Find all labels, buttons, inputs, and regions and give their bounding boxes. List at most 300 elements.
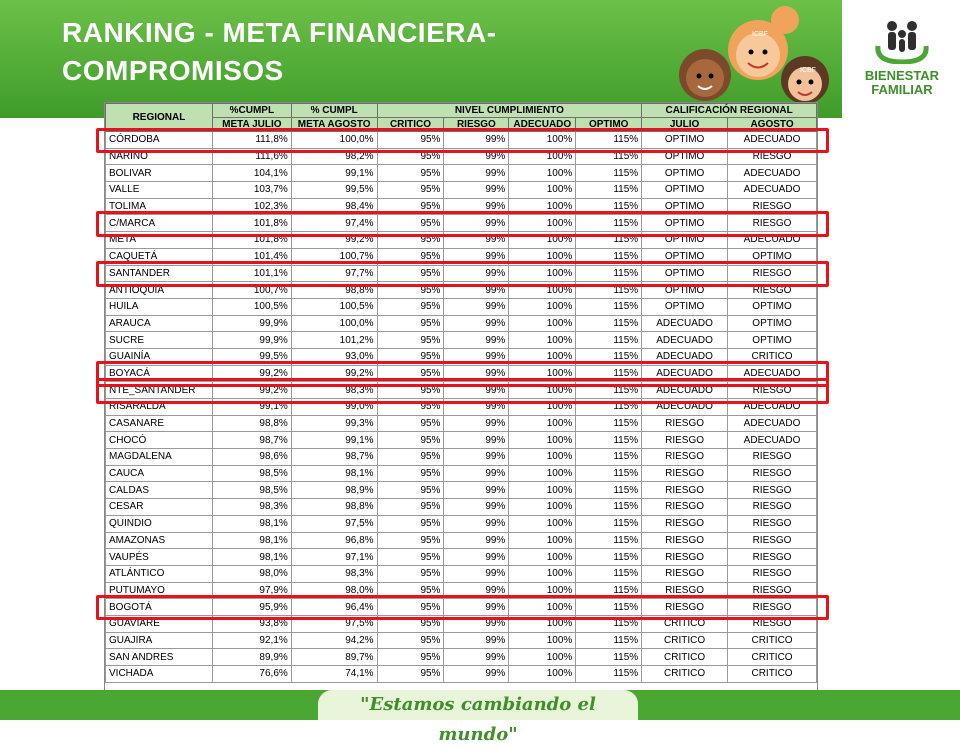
cell-calif-julio: ADECUADO: [642, 382, 728, 399]
footer-slogan: "Estamos cambiando el mundo": [318, 690, 638, 720]
cell-adecuado: 100%: [509, 549, 576, 566]
cell-regional: NTE_SANTANDER: [106, 382, 213, 399]
cell-regional: QUINDIO: [106, 515, 213, 532]
cell-calif-julio: RIESGO: [642, 582, 728, 599]
cell-cumpl-julio: 99,5%: [212, 348, 291, 365]
cell-riesgo: 99%: [444, 399, 509, 416]
cell-adecuado: 100%: [509, 532, 576, 549]
cell-calif-agosto: ADECUADO: [728, 365, 817, 382]
cell-riesgo: 99%: [444, 215, 509, 232]
cell-cumpl-julio: 99,1%: [212, 399, 291, 416]
cell-critico: 95%: [377, 282, 444, 299]
cell-calif-agosto: CRITICO: [728, 649, 817, 666]
cell-cumpl-julio: 98,6%: [212, 449, 291, 466]
cell-adecuado: 100%: [509, 332, 576, 349]
cell-cumpl-julio: 76,6%: [212, 666, 291, 683]
cell-cumpl-julio: 101,4%: [212, 248, 291, 265]
cell-optimo: 115%: [576, 315, 642, 332]
cell-cumpl-agosto: 99,1%: [291, 165, 377, 182]
cell-cumpl-julio: 92,1%: [212, 632, 291, 649]
cell-cumpl-agosto: 96,4%: [291, 599, 377, 616]
cell-calif-julio: CRITICO: [642, 632, 728, 649]
table-row: [106, 265, 817, 282]
table-row: [106, 666, 817, 683]
cell-regional: HUILA: [106, 298, 213, 315]
cell-cumpl-agosto: 98,4%: [291, 198, 377, 215]
col-cumpl-julio-top: %CUMPL: [212, 104, 291, 118]
table-row: [106, 649, 817, 666]
cell-calif-agosto: RIESGO: [728, 615, 817, 632]
cell-riesgo: 99%: [444, 449, 509, 466]
cell-cumpl-julio: 99,9%: [212, 332, 291, 349]
table-row: [106, 365, 817, 382]
cell-regional: GUAVIARE: [106, 615, 213, 632]
cell-calif-julio: RIESGO: [642, 549, 728, 566]
cell-cumpl-agosto: 100,0%: [291, 315, 377, 332]
cell-optimo: 115%: [576, 382, 642, 399]
cell-cumpl-julio: 89,9%: [212, 649, 291, 666]
cell-critico: 95%: [377, 582, 444, 599]
cell-regional: GUAINÍA: [106, 348, 213, 365]
cell-cumpl-julio: 98,1%: [212, 515, 291, 532]
cell-critico: 95%: [377, 348, 444, 365]
cell-riesgo: 99%: [444, 666, 509, 683]
cell-critico: 95%: [377, 165, 444, 182]
cell-optimo: 115%: [576, 465, 642, 482]
cell-cumpl-julio: 104,1%: [212, 165, 291, 182]
cell-calif-julio: RIESGO: [642, 449, 728, 466]
cell-riesgo: 99%: [444, 248, 509, 265]
cell-cumpl-agosto: 100,0%: [291, 132, 377, 149]
table-body: [106, 132, 817, 683]
cell-optimo: 115%: [576, 232, 642, 249]
cell-cumpl-julio: 98,7%: [212, 432, 291, 449]
cell-cumpl-agosto: 94,2%: [291, 632, 377, 649]
cell-regional: VICHADA: [106, 666, 213, 683]
cell-calif-agosto: ADECUADO: [728, 415, 817, 432]
cell-cumpl-agosto: 98,0%: [291, 582, 377, 599]
cell-regional: AMAZONAS: [106, 532, 213, 549]
cell-calif-agosto: RIESGO: [728, 282, 817, 299]
cell-regional: VALLE: [106, 182, 213, 199]
cell-riesgo: 99%: [444, 132, 509, 149]
cell-riesgo: 99%: [444, 499, 509, 516]
cell-critico: 95%: [377, 499, 444, 516]
header-row-1: [106, 104, 817, 118]
table-row: [106, 532, 817, 549]
cell-calif-julio: ADECUADO: [642, 315, 728, 332]
cell-cumpl-agosto: 98,7%: [291, 449, 377, 466]
cell-regional: CÓRDOBA: [106, 132, 213, 149]
cell-riesgo: 99%: [444, 465, 509, 482]
cell-cumpl-julio: 98,3%: [212, 499, 291, 516]
table-row: [106, 348, 817, 365]
cell-riesgo: 99%: [444, 198, 509, 215]
cell-cumpl-julio: 111,6%: [212, 148, 291, 165]
cell-riesgo: 99%: [444, 265, 509, 282]
cell-cumpl-julio: 99,2%: [212, 382, 291, 399]
cell-critico: 95%: [377, 599, 444, 616]
cell-regional: SAN ANDRES: [106, 649, 213, 666]
table-row: [106, 332, 817, 349]
cell-critico: 95%: [377, 399, 444, 416]
cell-riesgo: 99%: [444, 649, 509, 666]
table-row: [106, 432, 817, 449]
cell-riesgo: 99%: [444, 565, 509, 582]
cell-calif-julio: ADECUADO: [642, 348, 728, 365]
cell-adecuado: 100%: [509, 165, 576, 182]
table-row: [106, 182, 817, 199]
cell-optimo: 115%: [576, 182, 642, 199]
cell-riesgo: 99%: [444, 532, 509, 549]
cell-calif-agosto: ADECUADO: [728, 132, 817, 149]
cell-optimo: 115%: [576, 549, 642, 566]
table-row: [106, 515, 817, 532]
cell-cumpl-julio: 99,9%: [212, 315, 291, 332]
cell-optimo: 115%: [576, 582, 642, 599]
cell-calif-agosto: CRITICO: [728, 666, 817, 683]
cell-adecuado: 100%: [509, 599, 576, 616]
cell-adecuado: 100%: [509, 666, 576, 683]
cell-adecuado: 100%: [509, 649, 576, 666]
cell-regional: NARIÑO: [106, 148, 213, 165]
table-row: [106, 198, 817, 215]
cell-calif-agosto: ADECUADO: [728, 232, 817, 249]
cell-riesgo: 99%: [444, 315, 509, 332]
cell-critico: 95%: [377, 315, 444, 332]
cell-optimo: 115%: [576, 298, 642, 315]
cell-critico: 95%: [377, 365, 444, 382]
cell-cumpl-agosto: 97,4%: [291, 215, 377, 232]
cell-calif-agosto: RIESGO: [728, 482, 817, 499]
cell-optimo: 115%: [576, 148, 642, 165]
cell-optimo: 115%: [576, 666, 642, 683]
cell-optimo: 115%: [576, 449, 642, 466]
cell-calif-agosto: RIESGO: [728, 215, 817, 232]
cell-calif-julio: RIESGO: [642, 532, 728, 549]
cell-riesgo: 99%: [444, 599, 509, 616]
cell-regional: VAUPÉS: [106, 549, 213, 566]
cell-adecuado: 100%: [509, 449, 576, 466]
cell-adecuado: 100%: [509, 499, 576, 516]
cell-calif-agosto: RIESGO: [728, 198, 817, 215]
cell-cumpl-julio: 98,1%: [212, 549, 291, 566]
cell-cumpl-julio: 101,1%: [212, 265, 291, 282]
cell-calif-julio: OPTIMO: [642, 248, 728, 265]
cell-cumpl-agosto: 99,1%: [291, 432, 377, 449]
cell-cumpl-agosto: 101,2%: [291, 332, 377, 349]
cell-adecuado: 100%: [509, 465, 576, 482]
table-row: [106, 232, 817, 249]
cell-calif-agosto: RIESGO: [728, 565, 817, 582]
cell-calif-agosto: CRITICO: [728, 632, 817, 649]
cell-calif-julio: OPTIMO: [642, 132, 728, 149]
cell-adecuado: 100%: [509, 298, 576, 315]
title-line-2: COMPROMISOS: [62, 55, 284, 86]
table-row: [106, 582, 817, 599]
cell-regional: CHOCÓ: [106, 432, 213, 449]
cell-riesgo: 99%: [444, 615, 509, 632]
cell-calif-julio: OPTIMO: [642, 298, 728, 315]
cell-cumpl-julio: 93,8%: [212, 615, 291, 632]
cell-critico: 95%: [377, 148, 444, 165]
table-row: [106, 399, 817, 416]
cell-calif-agosto: OPTIMO: [728, 248, 817, 265]
cell-cumpl-agosto: 99,2%: [291, 365, 377, 382]
col-meta-agosto: META AGOSTO: [291, 118, 377, 132]
cell-regional: BOYACÁ: [106, 365, 213, 382]
table-row: [106, 215, 817, 232]
cell-calif-julio: RIESGO: [642, 415, 728, 432]
col-julio: JULIO: [642, 118, 728, 132]
header-row-2: [106, 118, 817, 132]
cell-critico: 95%: [377, 298, 444, 315]
table-row: [106, 632, 817, 649]
cell-calif-julio: OPTIMO: [642, 232, 728, 249]
col-adecuado: ADECUADO: [509, 118, 576, 132]
ranking-table-container: [104, 102, 818, 692]
cell-adecuado: 100%: [509, 565, 576, 582]
cell-regional: BOGOTÁ: [106, 599, 213, 616]
children-illustration: [660, 0, 840, 118]
cell-optimo: 115%: [576, 515, 642, 532]
cell-calif-julio: RIESGO: [642, 565, 728, 582]
cell-cumpl-julio: 98,5%: [212, 465, 291, 482]
cell-calif-agosto: RIESGO: [728, 515, 817, 532]
cell-adecuado: 100%: [509, 182, 576, 199]
cell-cumpl-agosto: 99,2%: [291, 232, 377, 249]
cell-critico: 95%: [377, 215, 444, 232]
cell-critico: 95%: [377, 432, 444, 449]
cell-riesgo: 99%: [444, 515, 509, 532]
cell-riesgo: 99%: [444, 415, 509, 432]
cell-critico: 95%: [377, 248, 444, 265]
cell-regional: BOLIVAR: [106, 165, 213, 182]
cell-regional: CAUCA: [106, 465, 213, 482]
table-row: [106, 615, 817, 632]
cell-cumpl-agosto: 96,8%: [291, 532, 377, 549]
cell-riesgo: 99%: [444, 632, 509, 649]
cell-adecuado: 100%: [509, 215, 576, 232]
cell-adecuado: 100%: [509, 348, 576, 365]
cell-regional: CESAR: [106, 499, 213, 516]
cell-riesgo: 99%: [444, 382, 509, 399]
cell-adecuado: 100%: [509, 232, 576, 249]
col-agosto: AGOSTO: [728, 118, 817, 132]
cell-optimo: 115%: [576, 265, 642, 282]
cell-critico: 95%: [377, 515, 444, 532]
table-row: [106, 415, 817, 432]
table-row: [106, 482, 817, 499]
cell-critico: 95%: [377, 649, 444, 666]
cell-regional: ARAUCA: [106, 315, 213, 332]
cell-calif-agosto: RIESGO: [728, 582, 817, 599]
cell-cumpl-agosto: 98,3%: [291, 565, 377, 582]
cell-regional: META: [106, 232, 213, 249]
cell-calif-julio: OPTIMO: [642, 182, 728, 199]
cell-cumpl-julio: 98,5%: [212, 482, 291, 499]
cell-cumpl-agosto: 97,5%: [291, 515, 377, 532]
cell-cumpl-julio: 99,2%: [212, 365, 291, 382]
cell-adecuado: 100%: [509, 615, 576, 632]
cell-calif-agosto: RIESGO: [728, 265, 817, 282]
cell-calif-agosto: RIESGO: [728, 549, 817, 566]
col-meta-julio: META JULIO: [212, 118, 291, 132]
cell-calif-julio: RIESGO: [642, 499, 728, 516]
cell-adecuado: 100%: [509, 582, 576, 599]
cell-critico: 95%: [377, 265, 444, 282]
cell-riesgo: 99%: [444, 232, 509, 249]
cell-calif-julio: ADECUADO: [642, 365, 728, 382]
col-optimo: OPTIMO: [576, 118, 642, 132]
cell-regional: ANTIOQUIA: [106, 282, 213, 299]
cell-optimo: 115%: [576, 599, 642, 616]
cell-calif-julio: RIESGO: [642, 482, 728, 499]
kid-tag-b: ICBF: [800, 67, 816, 74]
cell-critico: 95%: [377, 198, 444, 215]
cell-optimo: 115%: [576, 198, 642, 215]
cell-cumpl-agosto: 98,2%: [291, 148, 377, 165]
ranking-table: [105, 103, 817, 683]
cell-cumpl-agosto: 97,1%: [291, 549, 377, 566]
cell-calif-julio: OPTIMO: [642, 265, 728, 282]
table-row: [106, 248, 817, 265]
cell-calif-agosto: RIESGO: [728, 465, 817, 482]
cell-critico: 95%: [377, 666, 444, 683]
cell-calif-julio: OPTIMO: [642, 198, 728, 215]
cell-riesgo: 99%: [444, 282, 509, 299]
cell-riesgo: 99%: [444, 432, 509, 449]
cell-cumpl-agosto: 99,5%: [291, 182, 377, 199]
table-row: [106, 315, 817, 332]
table-row: [106, 449, 817, 466]
cell-cumpl-agosto: 99,0%: [291, 399, 377, 416]
cell-calif-agosto: OPTIMO: [728, 298, 817, 315]
cell-optimo: 115%: [576, 632, 642, 649]
cell-regional: CAQUETÁ: [106, 248, 213, 265]
cell-critico: 95%: [377, 415, 444, 432]
cell-cumpl-agosto: 100,7%: [291, 248, 377, 265]
cell-cumpl-julio: 98,0%: [212, 565, 291, 582]
cell-regional: SUCRE: [106, 332, 213, 349]
cell-cumpl-julio: 97,9%: [212, 582, 291, 599]
cell-calif-agosto: RIESGO: [728, 599, 817, 616]
cell-cumpl-julio: 100,7%: [212, 282, 291, 299]
cell-regional: CALDAS: [106, 482, 213, 499]
cell-cumpl-julio: 111,8%: [212, 132, 291, 149]
title-line-1: RANKING - META FINANCIERA-: [62, 17, 497, 48]
cell-adecuado: 100%: [509, 132, 576, 149]
cell-critico: 95%: [377, 482, 444, 499]
cell-calif-agosto: RIESGO: [728, 499, 817, 516]
cell-critico: 95%: [377, 332, 444, 349]
cell-adecuado: 100%: [509, 198, 576, 215]
cell-calif-julio: RIESGO: [642, 465, 728, 482]
cell-cumpl-agosto: 89,7%: [291, 649, 377, 666]
cell-adecuado: 100%: [509, 248, 576, 265]
cell-optimo: 115%: [576, 365, 642, 382]
cell-cumpl-agosto: 98,8%: [291, 282, 377, 299]
cell-regional: TOLIMA: [106, 198, 213, 215]
col-calificacion-regional: CALIFICACIÓN REGIONAL: [642, 104, 817, 118]
col-cumpl-agosto-top: % CUMPL: [291, 104, 377, 118]
icbf-logo: [852, 18, 952, 97]
cell-optimo: 115%: [576, 282, 642, 299]
cell-optimo: 115%: [576, 248, 642, 265]
cell-critico: 95%: [377, 632, 444, 649]
cell-adecuado: 100%: [509, 315, 576, 332]
cell-calif-julio: OPTIMO: [642, 282, 728, 299]
cell-riesgo: 99%: [444, 148, 509, 165]
cell-calif-agosto: ADECUADO: [728, 399, 817, 416]
cell-critico: 95%: [377, 615, 444, 632]
cell-riesgo: 99%: [444, 348, 509, 365]
cell-riesgo: 99%: [444, 549, 509, 566]
table-row: [106, 549, 817, 566]
table-row: [106, 499, 817, 516]
cell-critico: 95%: [377, 449, 444, 466]
cell-calif-agosto: ADECUADO: [728, 432, 817, 449]
cell-calif-agosto: ADECUADO: [728, 165, 817, 182]
cell-calif-agosto: OPTIMO: [728, 332, 817, 349]
page-title: [62, 14, 497, 90]
cell-calif-julio: RIESGO: [642, 599, 728, 616]
cell-cumpl-julio: 102,3%: [212, 198, 291, 215]
cell-cumpl-agosto: 93,0%: [291, 348, 377, 365]
cell-cumpl-julio: 103,7%: [212, 182, 291, 199]
cell-optimo: 115%: [576, 348, 642, 365]
cell-riesgo: 99%: [444, 482, 509, 499]
cell-calif-agosto: RIESGO: [728, 382, 817, 399]
cell-cumpl-julio: 101,8%: [212, 232, 291, 249]
cell-optimo: 115%: [576, 532, 642, 549]
cell-critico: 95%: [377, 382, 444, 399]
cell-calif-agosto: RIESGO: [728, 148, 817, 165]
cell-optimo: 115%: [576, 482, 642, 499]
cell-optimo: 115%: [576, 499, 642, 516]
cell-optimo: 115%: [576, 399, 642, 416]
family-icon: [872, 18, 932, 64]
cell-riesgo: 99%: [444, 332, 509, 349]
table-row: [106, 465, 817, 482]
cell-riesgo: 99%: [444, 365, 509, 382]
col-nivel-cumplimiento: NIVEL CUMPLIMIENTO: [377, 104, 642, 118]
cell-optimo: 115%: [576, 415, 642, 432]
cell-adecuado: 100%: [509, 515, 576, 532]
cell-calif-julio: RIESGO: [642, 515, 728, 532]
cell-adecuado: 100%: [509, 365, 576, 382]
cell-critico: 95%: [377, 132, 444, 149]
cell-calif-agosto: RIESGO: [728, 532, 817, 549]
cell-optimo: 115%: [576, 649, 642, 666]
table-row: [106, 282, 817, 299]
col-riesgo: RIESGO: [444, 118, 509, 132]
cell-calif-julio: RIESGO: [642, 432, 728, 449]
cell-critico: 95%: [377, 532, 444, 549]
cell-cumpl-agosto: 98,1%: [291, 465, 377, 482]
cell-calif-agosto: CRITICO: [728, 348, 817, 365]
cell-calif-agosto: RIESGO: [728, 449, 817, 466]
cell-calif-julio: CRITICO: [642, 615, 728, 632]
cell-cumpl-julio: 100,5%: [212, 298, 291, 315]
cell-cumpl-agosto: 98,8%: [291, 499, 377, 516]
cell-cumpl-agosto: 74,1%: [291, 666, 377, 683]
cell-calif-agosto: ADECUADO: [728, 182, 817, 199]
cell-critico: 95%: [377, 565, 444, 582]
cell-calif-julio: OPTIMO: [642, 148, 728, 165]
cell-optimo: 115%: [576, 165, 642, 182]
cell-cumpl-agosto: 100,5%: [291, 298, 377, 315]
